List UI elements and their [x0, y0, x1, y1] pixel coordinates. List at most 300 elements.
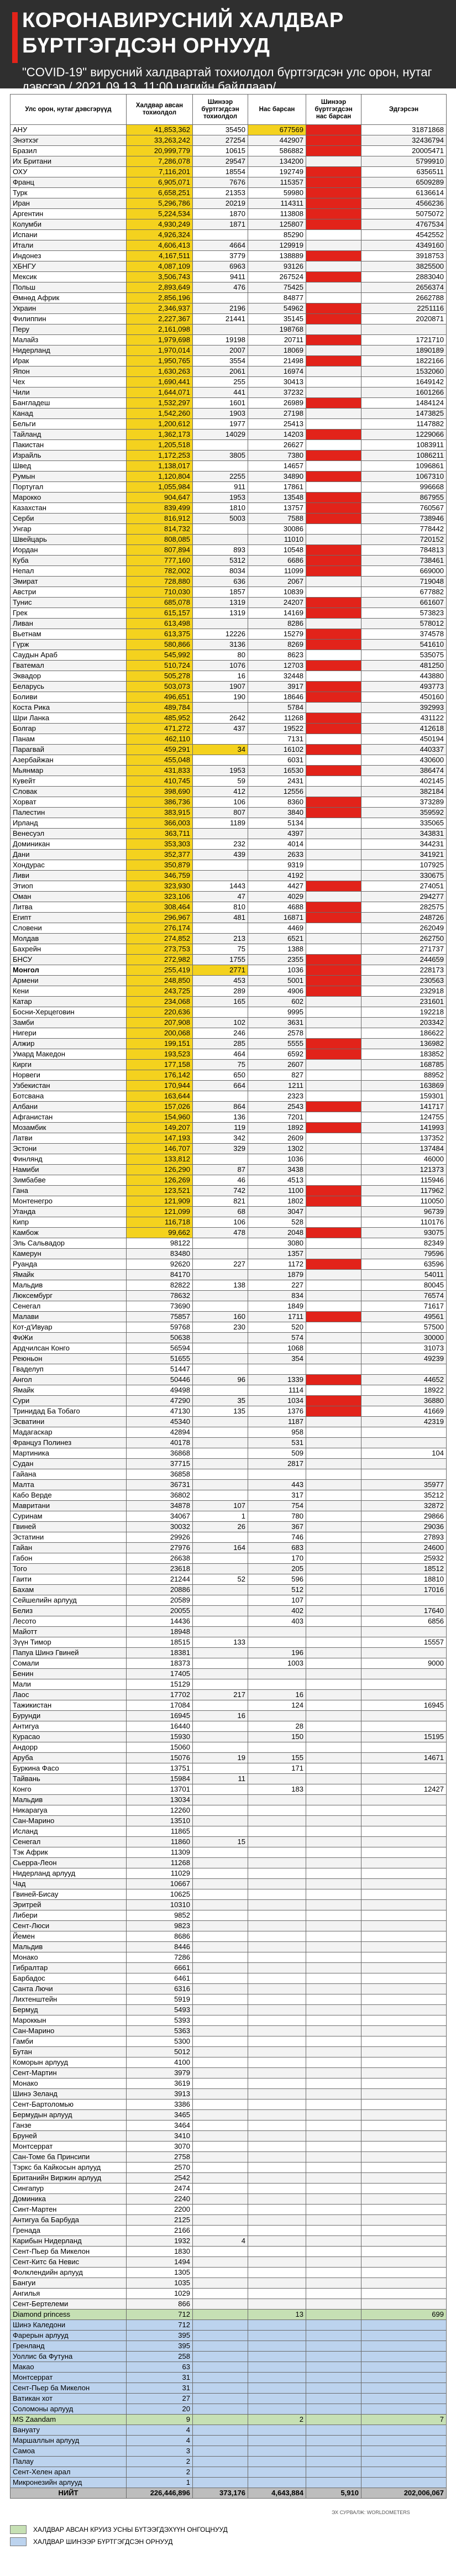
cell-cases: 9823 — [127, 1921, 193, 1931]
legend-vaccine-swatch — [10, 2537, 27, 2546]
country-name: Микронезийн арлууд — [11, 2478, 127, 2488]
country-name: Сан-Томе ба Принсипи — [11, 2152, 127, 2163]
country-name: Сури — [11, 1396, 127, 1406]
cell-new_deaths — [306, 1973, 361, 1984]
cell-new: 7676 — [193, 177, 248, 188]
cell-new: 1076 — [193, 661, 248, 671]
cell-deaths — [248, 2436, 306, 2446]
country-name: Сент-Мартин — [11, 2068, 127, 2078]
country-name: Тажикистан — [11, 1700, 127, 1711]
cell-deaths: 528 — [248, 1217, 306, 1228]
cell-new: 437 — [193, 724, 248, 734]
cell-rec: 1067310 — [361, 472, 447, 482]
cell-rec: 110176 — [361, 1217, 447, 1228]
cell-new: 6963 — [193, 261, 248, 272]
country-name: Майотт — [11, 1627, 127, 1637]
cell-cases: 613,375 — [127, 629, 193, 640]
cell-rec — [361, 1921, 447, 1931]
cell-deaths: 2817 — [248, 1459, 306, 1469]
cell-new — [193, 1364, 248, 1375]
cell-new: 14029 — [193, 430, 248, 440]
cell-new — [193, 1343, 248, 1354]
cell-deaths: 512 — [248, 1585, 306, 1595]
cell-rec: 431122 — [361, 713, 447, 724]
cell-new — [193, 2152, 248, 2163]
cell-rec: 440337 — [361, 745, 447, 755]
table-row — [11, 1753, 447, 1763]
table-row — [11, 2373, 447, 2383]
cell-new_deaths — [306, 839, 361, 850]
cell-deaths: 12556 — [248, 787, 306, 797]
cell-rec: 183852 — [361, 1049, 447, 1060]
cell-new_deaths — [306, 535, 361, 545]
cell-new: 636 — [193, 577, 248, 587]
cell-deaths: 18646 — [248, 692, 306, 703]
cell-cases: 398,690 — [127, 787, 193, 797]
cell-new — [193, 1805, 248, 1816]
country-name: Буркина Фасо — [11, 1763, 127, 1774]
cell-new — [193, 230, 248, 240]
cell-new — [193, 871, 248, 881]
cell-deaths: 25413 — [248, 419, 306, 430]
cell-deaths: 2048 — [248, 1228, 306, 1238]
cell-new_deaths — [306, 1711, 361, 1721]
cell-rec: 271737 — [361, 944, 447, 955]
cell-deaths — [248, 2131, 306, 2142]
cell-new: 20219 — [193, 198, 248, 209]
cell-rec: 1147882 — [361, 419, 447, 430]
cell-new — [193, 2078, 248, 2089]
cell-deaths: 1187 — [248, 1417, 306, 1427]
cell-new_deaths — [306, 230, 361, 240]
country-name: Итали — [11, 240, 127, 251]
cell-new: 2255 — [193, 472, 248, 482]
country-name: Их Британи — [11, 156, 127, 167]
cell-deaths — [248, 2121, 306, 2131]
table-row — [11, 2278, 447, 2289]
table-row — [11, 125, 447, 135]
cell-deaths: 3840 — [248, 808, 306, 818]
cell-new — [193, 2068, 248, 2078]
cell-deaths — [248, 1774, 306, 1784]
cell-deaths: 2578 — [248, 1028, 306, 1039]
cell-new — [193, 2331, 248, 2341]
cell-rec — [361, 1837, 447, 1847]
cell-deaths: 4014 — [248, 839, 306, 850]
cell-cases: 20 — [127, 2404, 193, 2415]
cell-deaths — [248, 1868, 306, 1879]
table-row — [11, 2299, 447, 2310]
cell-deaths — [248, 2194, 306, 2205]
cell-rec: 163869 — [361, 1081, 447, 1091]
cell-rec: 80045 — [361, 1280, 447, 1291]
country-name: Того — [11, 1564, 127, 1574]
cell-new_deaths — [306, 2352, 361, 2362]
table-row — [11, 1133, 447, 1144]
cell-rec: 136982 — [361, 1039, 447, 1049]
country-name: Португал — [11, 482, 127, 493]
cell-cases: 37715 — [127, 1459, 193, 1469]
cell-deaths: 1339 — [248, 1375, 306, 1385]
country-name: Гвиней-Бисау — [11, 1889, 127, 1900]
cell-cases: 4 — [127, 2425, 193, 2436]
cell-cases: 3 — [127, 2446, 193, 2457]
cell-new: 106 — [193, 797, 248, 808]
cell-deaths — [248, 2089, 306, 2099]
cell-rec — [361, 1763, 447, 1774]
cell-rec — [361, 1973, 447, 1984]
cell-cases: 4,167,511 — [127, 251, 193, 261]
table-row — [11, 850, 447, 860]
cell-cases: 10667 — [127, 1879, 193, 1889]
cell-deaths: 30413 — [248, 377, 306, 388]
cell-new — [193, 1385, 248, 1396]
cell-rec: 481250 — [361, 661, 447, 671]
country-name: Албани — [11, 1102, 127, 1112]
table-row — [11, 818, 447, 829]
cell-cases: 4,606,413 — [127, 240, 193, 251]
cell-new_deaths — [306, 1763, 361, 1774]
country-name: Лаос — [11, 1690, 127, 1700]
country-name: Гвиней — [11, 1522, 127, 1532]
table-row — [11, 1249, 447, 1259]
cell-deaths: 11099 — [248, 566, 306, 577]
cell-deaths — [248, 1952, 306, 1963]
cell-rec: 661607 — [361, 598, 447, 608]
header-row — [11, 95, 447, 125]
table-row — [11, 1585, 447, 1595]
cell-new: 16 — [193, 671, 248, 682]
table-row — [11, 766, 447, 776]
cell-cases: 21244 — [127, 1574, 193, 1585]
cell-rec: 168785 — [361, 1060, 447, 1070]
country-name: Палау — [11, 2457, 127, 2467]
cell-new: 742 — [193, 1186, 248, 1196]
cell-rec: 96739 — [361, 1207, 447, 1217]
cell-cases: 782,002 — [127, 566, 193, 577]
cell-new — [193, 1679, 248, 1690]
cell-new_deaths — [306, 240, 361, 251]
country-name: Куба — [11, 556, 127, 566]
cell-new: 21441 — [193, 314, 248, 324]
country-name: Малави — [11, 1312, 127, 1322]
cell-deaths — [248, 2320, 306, 2331]
country-name: АНУ — [11, 125, 127, 135]
cell-rec — [361, 2247, 447, 2257]
country-name: Карибын Нидерланд — [11, 2236, 127, 2247]
cell-rec: 382184 — [361, 787, 447, 797]
page-subtitle: "COVID-19" вирусний халдвартай тохиолдол бүртгэгдсэн улс орон, нутаг дэвсгэр / 2021.09.13, 11:00 цагийн байдлаар/ — [22, 65, 432, 93]
cell-new_deaths — [306, 1984, 361, 1994]
country-name: Сан-Марино — [11, 2026, 127, 2036]
country-name: Этиоп — [11, 881, 127, 892]
cell-new_deaths — [306, 2236, 361, 2247]
cell-cases: 395 — [127, 2341, 193, 2352]
cell-rec: 1532060 — [361, 366, 447, 377]
country-name: Конго — [11, 1784, 127, 1795]
cell-rec: 17016 — [361, 1585, 447, 1595]
cell-new: 439 — [193, 850, 248, 860]
country-name: Бермудын арлууд — [11, 2110, 127, 2121]
table-row — [11, 629, 447, 640]
country-name: ХБНГУ — [11, 261, 127, 272]
cell-deaths: 1388 — [248, 944, 306, 955]
cell-new — [193, 2394, 248, 2404]
table-row — [11, 1553, 447, 1564]
country-name: Швейцарь — [11, 535, 127, 545]
table-row — [11, 2099, 447, 2110]
cell-rec: 44652 — [361, 1375, 447, 1385]
cell-new_deaths — [306, 2226, 361, 2236]
country-name: Афганистан — [11, 1112, 127, 1123]
cell-new: 96 — [193, 1375, 248, 1385]
cell-deaths: 4192 — [248, 871, 306, 881]
cell-rec: 29866 — [361, 1511, 447, 1522]
cell-new_deaths — [306, 1438, 361, 1448]
cell-deaths — [248, 2078, 306, 2089]
cell-rec: 31073 — [361, 1343, 447, 1354]
cell-deaths: 13757 — [248, 503, 306, 514]
cell-deaths: 1711 — [248, 1312, 306, 1322]
cell-cases: 59768 — [127, 1322, 193, 1333]
cell-rec — [361, 1364, 447, 1375]
cell-rec — [361, 1816, 447, 1826]
cell-cases: 20589 — [127, 1595, 193, 1606]
country-name: Казахстан — [11, 503, 127, 514]
table-row — [11, 1721, 447, 1732]
cell-rec — [361, 1679, 447, 1690]
cell-rec — [361, 1595, 447, 1606]
country-name: Тринидад Ба Тобаго — [11, 1406, 127, 1417]
cell-rec: 54011 — [361, 1270, 447, 1280]
cell-cases: 4,087,109 — [127, 261, 193, 272]
cell-rec: 535075 — [361, 650, 447, 661]
cell-new: 11 — [193, 1774, 248, 1784]
cell-deaths: 1036 — [248, 1154, 306, 1165]
legend-ship — [10, 2523, 446, 2536]
table-row — [11, 2257, 447, 2268]
country-name: Кувейт — [11, 776, 127, 787]
cell-new_deaths — [306, 1637, 361, 1648]
country-name: Катар — [11, 997, 127, 1007]
cell-deaths: 586882 — [248, 146, 306, 156]
cell-new: 102 — [193, 1018, 248, 1028]
country-name: Ганзе — [11, 2121, 127, 2131]
cell-new: 2196 — [193, 303, 248, 314]
cell-new_deaths — [306, 1133, 361, 1144]
cell-cases: 3070 — [127, 2142, 193, 2152]
cell-cases: 3386 — [127, 2099, 193, 2110]
cell-new_deaths — [306, 2005, 361, 2015]
cell-new_deaths — [306, 1837, 361, 1847]
cell-new_deaths — [306, 1669, 361, 1679]
cell-new: 52 — [193, 1574, 248, 1585]
country-name: Парагвай — [11, 745, 127, 755]
cell-cases: 47130 — [127, 1406, 193, 1417]
cell-rec — [361, 2215, 447, 2226]
cell-new — [193, 1858, 248, 1868]
table-row — [11, 335, 447, 345]
cell-new: 164 — [193, 1543, 248, 1553]
cell-new — [193, 1889, 248, 1900]
table-row — [11, 1910, 447, 1921]
table-row — [11, 451, 447, 461]
cell-rec — [361, 2257, 447, 2268]
cell-deaths: 442907 — [248, 135, 306, 146]
cell-cases: 63 — [127, 2362, 193, 2373]
cell-new — [193, 2057, 248, 2068]
cell-new — [193, 2436, 248, 2446]
table-row — [11, 1742, 447, 1753]
cell-cases: 5300 — [127, 2036, 193, 2047]
table-row — [11, 776, 447, 787]
cell-cases: 45340 — [127, 1417, 193, 1427]
table-row — [11, 366, 447, 377]
cell-new_deaths — [306, 2299, 361, 2310]
cell-new — [193, 1879, 248, 1889]
cell-new_deaths — [306, 2457, 361, 2467]
table-row — [11, 1427, 447, 1438]
cell-new: 255 — [193, 377, 248, 388]
cell-new — [193, 1648, 248, 1658]
cell-deaths: 196 — [248, 1648, 306, 1658]
cell-rec: 294277 — [361, 892, 447, 902]
cell-new_deaths — [306, 1406, 361, 1417]
country-name: Бразил — [11, 146, 127, 156]
cell-new_deaths — [306, 1522, 361, 1532]
cell-rec — [361, 1942, 447, 1952]
cell-deaths: 16871 — [248, 913, 306, 923]
table-row — [11, 650, 447, 661]
cell-deaths — [248, 2331, 306, 2341]
country-name: Монгол — [11, 965, 127, 976]
cell-new_deaths — [306, 1648, 361, 1658]
cell-deaths — [248, 1921, 306, 1931]
cell-new — [193, 1291, 248, 1301]
table-row — [11, 1238, 447, 1249]
cell-rec: 71617 — [361, 1301, 447, 1312]
table-row — [11, 1952, 447, 1963]
table-row — [11, 1816, 447, 1826]
cell-deaths — [248, 2215, 306, 2226]
table-row — [11, 1763, 447, 1774]
table-row — [11, 682, 447, 692]
country-name: Реюньон — [11, 1354, 127, 1364]
cell-deaths — [248, 1889, 306, 1900]
table-row — [11, 1417, 447, 1427]
cell-new: 5003 — [193, 514, 248, 524]
cell-new — [193, 2373, 248, 2383]
table-row — [11, 198, 447, 209]
column-header: Улс орон, нутаг дэвсгэрүүд — [11, 95, 127, 125]
cell-rec: 244659 — [361, 955, 447, 965]
cell-cases: 11309 — [127, 1847, 193, 1858]
cell-new — [193, 1585, 248, 1595]
cell-rec: 330675 — [361, 871, 447, 881]
cell-deaths: 8286 — [248, 619, 306, 629]
cell-deaths: 574 — [248, 1333, 306, 1343]
cell-new_deaths — [306, 724, 361, 734]
cell-rec — [361, 1858, 447, 1868]
country-name: Сенегал — [11, 1837, 127, 1847]
country-name: Бельги — [11, 419, 127, 430]
table-row — [11, 923, 447, 934]
cell-rec: 374578 — [361, 629, 447, 640]
cell-new_deaths — [306, 2257, 361, 2268]
table-row — [11, 1690, 447, 1700]
table-row — [11, 1931, 447, 1942]
cell-rec: 282575 — [361, 902, 447, 913]
cell-rec: 137484 — [361, 1144, 447, 1154]
country-name: Шри Ланка — [11, 713, 127, 724]
cell-new: 106 — [193, 1217, 248, 1228]
cell-deaths: 2355 — [248, 955, 306, 965]
cell-deaths — [248, 1847, 306, 1858]
cell-new_deaths — [306, 303, 361, 314]
table-row — [11, 1375, 447, 1385]
cell-rec — [361, 2036, 447, 2047]
cell-new_deaths — [306, 829, 361, 839]
cell-deaths — [248, 2268, 306, 2278]
cell-cases: 126,290 — [127, 1165, 193, 1175]
cell-cases: 1830 — [127, 2247, 193, 2257]
cell-new_deaths — [306, 514, 361, 524]
cell-rec: 274051 — [361, 881, 447, 892]
cell-new_deaths — [306, 1595, 361, 1606]
cell-new_deaths — [306, 2415, 361, 2425]
cell-rec: 699 — [361, 2310, 447, 2320]
table-row — [11, 1070, 447, 1081]
header-banner — [0, 0, 456, 93]
table-row — [11, 1228, 447, 1238]
country-name: Андорр — [11, 1742, 127, 1753]
cell-new_deaths — [306, 419, 361, 430]
cell-rec — [361, 2057, 447, 2068]
cell-cases: 36731 — [127, 1480, 193, 1490]
cell-cases: 2,893,649 — [127, 282, 193, 293]
table-row — [11, 1028, 447, 1039]
country-name: Мальдив — [11, 1795, 127, 1805]
table-row — [11, 556, 447, 566]
cell-deaths — [248, 2142, 306, 2152]
table-row — [11, 1060, 447, 1070]
cell-new — [193, 1952, 248, 1963]
cell-new_deaths — [306, 1270, 361, 1280]
cell-new_deaths — [306, 2205, 361, 2215]
cell-cases: 13510 — [127, 1816, 193, 1826]
table-row — [11, 724, 447, 734]
cell-rec — [361, 1469, 447, 1480]
country-name: Финлянд — [11, 1154, 127, 1165]
cell-new_deaths — [306, 797, 361, 808]
cell-new_deaths — [306, 1280, 361, 1291]
cell-rec: 450160 — [361, 692, 447, 703]
cell-cases: 1305 — [127, 2268, 193, 2278]
cell-rec: 12427 — [361, 1784, 447, 1795]
country-name: Эритрей — [11, 1900, 127, 1910]
cell-deaths: 5555 — [248, 1039, 306, 1049]
cell-cases: 11865 — [127, 1826, 193, 1837]
table-row — [11, 1805, 447, 1816]
cell-cases: 15129 — [127, 1679, 193, 1690]
cell-rec: 4566236 — [361, 198, 447, 209]
country-name: Гренада — [11, 2226, 127, 2236]
cell-new_deaths — [306, 871, 361, 881]
cell-new_deaths — [306, 2142, 361, 2152]
cell-cases: 15984 — [127, 1774, 193, 1784]
cell-deaths: 150 — [248, 1732, 306, 1742]
cell-deaths: 1036 — [248, 965, 306, 976]
